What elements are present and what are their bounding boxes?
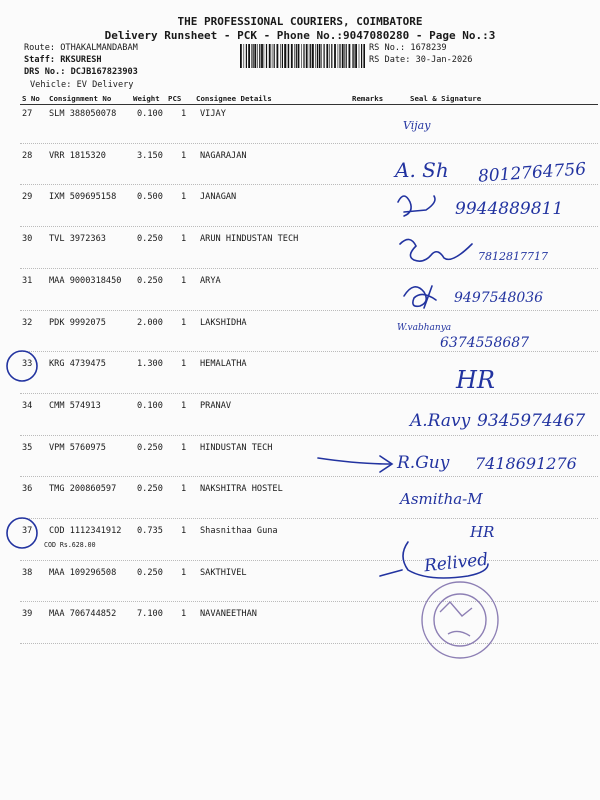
cod-amount: COD Rs.628.00: [44, 541, 96, 549]
row-separator: [20, 518, 598, 519]
col-seal-signature: Seal & Signature: [410, 94, 482, 103]
cell-consignment: IXM 509695158: [49, 192, 117, 202]
rs-number: RS No.: 1678239: [369, 43, 447, 53]
cell-pcs: 1: [181, 151, 187, 161]
cell-sno: 33: [22, 359, 33, 369]
barcode-bar: [259, 44, 260, 68]
cell-consignment: MAA 109296508: [49, 568, 117, 578]
cell-consignment: PDK 9992075: [49, 318, 106, 328]
barcode-bar: [269, 44, 271, 68]
cell-sno: 30: [22, 234, 33, 244]
cell-weight: 7.100: [137, 609, 163, 619]
col-weight: Weight: [133, 94, 160, 103]
cell-weight: 0.100: [137, 109, 163, 119]
cell-consignment: VRR 1815320: [49, 151, 106, 161]
col-consignee: Consignee Details: [196, 94, 272, 103]
barcode-bar: [303, 44, 304, 68]
col-consignment: Consignment No: [49, 94, 112, 103]
row-separator: [20, 351, 598, 352]
cell-pcs: 1: [181, 401, 187, 411]
barcode-bar: [244, 44, 245, 68]
cell-weight: 0.250: [137, 484, 163, 494]
barcode-bar: [277, 44, 279, 68]
cell-consignee: JANAGAN: [200, 192, 237, 202]
staff-label: Staff:: [24, 55, 61, 65]
cell-consignment: MAA 706744852: [49, 609, 117, 619]
cell-weight: 0.735: [137, 526, 163, 536]
staff-line: [24, 55, 102, 65]
route-text: Route: OTHAKALMANDABAM: [24, 43, 138, 53]
cell-consignment: COD 1112341912: [49, 526, 122, 536]
cell-sno: 37: [22, 526, 33, 536]
col-remarks: Remarks: [352, 94, 384, 103]
row-separator: [20, 268, 598, 269]
arrow-shaft: [318, 458, 390, 464]
handwritten-signature-35: R.Guy: [397, 453, 450, 473]
row-separator: [20, 393, 598, 394]
barcode-bar: [309, 44, 310, 68]
scribble-signature-30: [400, 239, 472, 261]
row-separator: [20, 643, 598, 644]
handwritten-phone-31: 9497548036: [454, 290, 544, 306]
barcode: [240, 44, 365, 68]
handwritten-signature-28: A. Sh: [395, 158, 449, 182]
runsheet-subtitle: Delivery Runsheet - PCK - Phone No.:9047080280 - Page No.:3: [104, 29, 496, 42]
handwritten-phone-30: 7812817717: [478, 250, 548, 263]
handwritten-phone-29: 9944889811: [455, 199, 564, 219]
cell-pcs: 1: [181, 443, 187, 453]
handwritten-note-38: Relived: [423, 549, 490, 577]
cell-consignment: CMM 574913: [49, 401, 101, 411]
barcode-bar: [306, 44, 308, 68]
barcode-bar: [266, 44, 267, 68]
header-rule: [20, 104, 598, 105]
cell-pcs: 1: [181, 234, 187, 244]
cell-consignee: PRANAV: [200, 401, 232, 411]
barcode-bar: [326, 44, 328, 68]
barcode-bar: [246, 44, 247, 68]
barcode-bar: [349, 44, 351, 68]
handwritten-signature-33: HR: [456, 366, 495, 394]
cell-sno: 28: [22, 151, 33, 161]
cell-weight: 3.150: [137, 151, 163, 161]
barcode-bar: [317, 44, 318, 68]
cell-pcs: 1: [181, 568, 187, 578]
cell-consignee: NAKSHITRA HOSTEL: [200, 484, 283, 494]
scribble-tail-38: [380, 570, 402, 576]
cell-pcs: 1: [181, 109, 187, 119]
barcode-bar: [363, 44, 365, 68]
barcode-bar: [359, 44, 360, 68]
barcode-bar: [301, 44, 302, 68]
cell-consignee: ARUN HINDUSTAN TECH: [200, 234, 299, 244]
barcode-bar: [294, 44, 295, 68]
barcode-bar: [274, 44, 275, 68]
row-separator: [20, 476, 598, 477]
barcode-bar: [251, 44, 252, 68]
handwritten-phone-34: 9345974467: [477, 411, 586, 431]
cell-pcs: 1: [181, 318, 187, 328]
cell-pcs: 1: [181, 609, 187, 619]
cell-sno: 27: [22, 109, 33, 119]
barcode-bar: [261, 44, 263, 68]
barcode-bar: [254, 44, 256, 68]
barcode-bar: [339, 44, 340, 68]
cell-consignee: VIJAY: [200, 109, 226, 119]
cell-pcs: 1: [181, 526, 187, 536]
drs-label: DRS No.:: [24, 67, 71, 77]
cell-sno: 38: [22, 568, 33, 578]
cell-consignee: NAGARAJAN: [200, 151, 247, 161]
row-separator: [20, 435, 598, 436]
handwritten-signature-34: A.Ravy: [410, 411, 471, 431]
barcode-bar: [324, 44, 325, 68]
vehicle-text: Vehicle: EV Delivery: [30, 80, 134, 90]
cell-weight: 0.100: [137, 401, 163, 411]
handwritten-signature-27: Vijay: [403, 119, 431, 132]
row-separator: [20, 601, 598, 602]
cell-sno: 34: [22, 401, 33, 411]
cell-consignee: HEMALATHA: [200, 359, 247, 369]
cell-consignment: TMG 200860597: [49, 484, 117, 494]
cell-consignee: NAVANEETHAN: [200, 609, 257, 619]
cell-consignee: HINDUSTAN TECH: [200, 443, 273, 453]
cell-sno: 29: [22, 192, 33, 202]
barcode-bar: [253, 44, 254, 68]
barcode-bar: [319, 44, 321, 68]
barcode-bar: [353, 44, 354, 68]
row-separator: [20, 143, 598, 144]
cell-sno: 31: [22, 276, 33, 286]
handwritten-phone-32: 6374558687: [440, 335, 530, 351]
cell-weight: 0.250: [137, 276, 163, 286]
cell-consignment: TVL 3972363: [49, 234, 106, 244]
cell-pcs: 1: [181, 359, 187, 369]
cell-weight: 1.300: [137, 359, 163, 369]
cell-pcs: 1: [181, 276, 187, 286]
rs-date: RS Date: 30-Jan-2026: [369, 55, 473, 65]
barcode-bar: [298, 44, 300, 68]
barcode-bar: [312, 44, 314, 68]
cell-weight: 0.250: [137, 443, 163, 453]
cell-consignee: LAKSHIDHA: [200, 318, 247, 328]
barcode-bar: [296, 44, 297, 68]
handwritten-name-32: W.vabhanya: [397, 323, 452, 333]
barcode-bar: [291, 44, 293, 68]
arrow-head: [380, 456, 392, 472]
cell-sno: 36: [22, 484, 33, 494]
barcode-bar: [338, 44, 339, 68]
barcode-bar: [344, 44, 345, 68]
barcode-bar: [331, 44, 332, 68]
staff-value: RKSURESH: [60, 55, 102, 65]
row-separator: [20, 226, 598, 227]
cell-consignment: KRG 4739475: [49, 359, 106, 369]
scribble-signature-29: [398, 196, 435, 216]
handwritten-signature-36: Asmitha-M: [400, 490, 483, 508]
drs-line: [24, 67, 138, 77]
barcode-bar: [257, 44, 258, 68]
company-title: THE PROFESSIONAL COURIERS, COIMBATORE: [177, 15, 423, 28]
cell-consignment: MAA 9000318450: [49, 276, 122, 286]
col-sno: S No: [22, 94, 40, 103]
cell-sno: 32: [22, 318, 33, 328]
barcode-bar: [284, 44, 286, 68]
barcode-bar: [361, 44, 362, 68]
barcode-bar: [280, 44, 281, 68]
cell-consignee: SAKTHIVEL: [200, 568, 247, 578]
cell-weight: 0.250: [137, 568, 163, 578]
barcode-bar: [346, 44, 347, 68]
barcode-bar: [264, 44, 265, 68]
cell-sno: 35: [22, 443, 33, 453]
cell-weight: 0.500: [137, 192, 163, 202]
barcode-bar: [272, 44, 273, 68]
barcode-bar: [288, 44, 289, 68]
cell-consignment: SLM 388050078: [49, 109, 117, 119]
cell-pcs: 1: [181, 484, 187, 494]
barcode-bar: [287, 44, 288, 68]
cell-weight: 0.250: [137, 234, 163, 244]
scribble-signature-31: [404, 286, 436, 308]
barcode-bar: [342, 44, 344, 68]
cell-consignment: VPM 5760975: [49, 443, 106, 453]
drs-value: DCJB167823903: [70, 67, 138, 77]
barcode-bar: [315, 44, 316, 68]
cell-weight: 2.000: [137, 318, 163, 328]
barcode-bar: [321, 44, 322, 68]
barcode-bar: [334, 44, 336, 68]
barcode-bar: [240, 44, 242, 68]
handwritten-signature-37: HR: [470, 523, 495, 541]
barcode-bar: [310, 44, 311, 68]
cell-pcs: 1: [181, 192, 187, 202]
barcode-bar: [282, 44, 283, 68]
row-separator: [20, 310, 598, 311]
cell-sno: 39: [22, 609, 33, 619]
cell-consignee: ARYA: [200, 276, 221, 286]
cell-consignee: Shasnithaa Guna: [200, 526, 278, 536]
courier-stamp: [422, 582, 498, 658]
barcode-bar: [355, 44, 357, 68]
barcode-bar: [248, 44, 250, 68]
row-separator: [20, 560, 598, 561]
barcode-bar: [329, 44, 330, 68]
handwritten-phone-28: 8012764756: [477, 159, 587, 187]
handwritten-phone-35: 7418691276: [475, 454, 577, 473]
col-pcs: PCS: [168, 94, 182, 103]
barcode-bar: [352, 44, 353, 68]
